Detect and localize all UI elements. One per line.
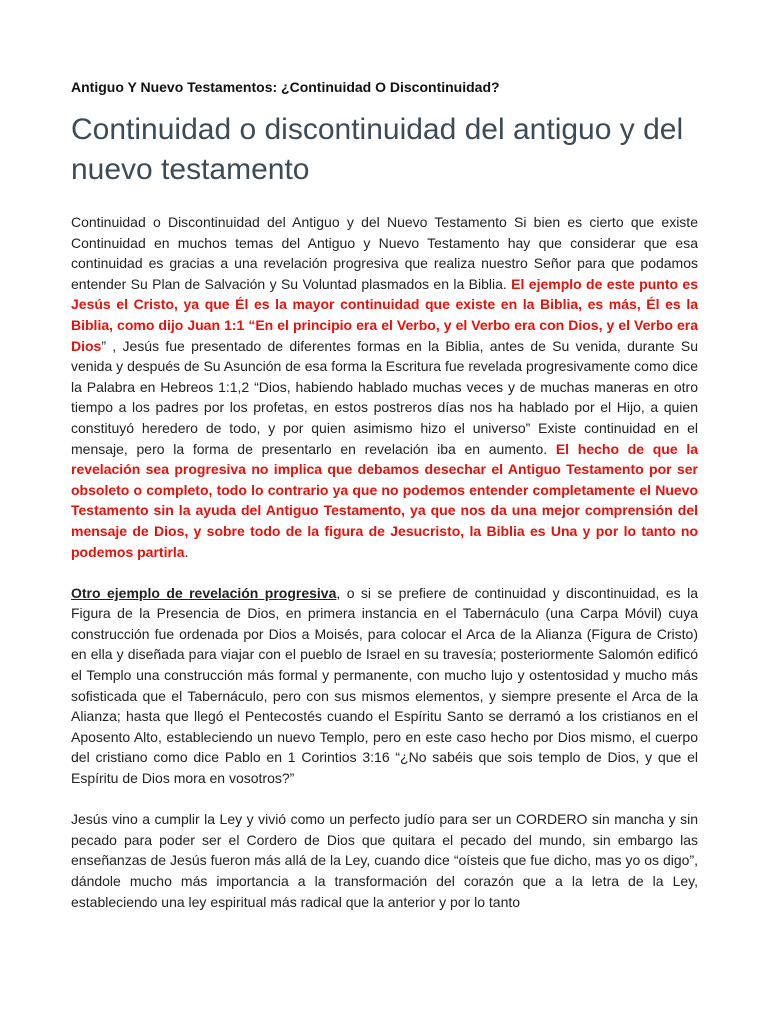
paragraph-2-text: , o si se prefiere de continuidad y discontinuidad, es la Figura de la Presencia de Dios, en primera instancia en el Tabernáculo (una Carpa Móvil) cuya construcción fue ordenada por Dios a Moisés, para colocar el Arca de la Alianza (Figura de Cristo) en ella y diseñada para viajar con el pueblo de Israel en su travesía; posteriormente Salomón edificó el Templo una construcción más formal y permanente, con mucho lujo y ostentosidad y mucho más sofisticada que el Tabernáculo, pero con sus mismos elementos, y siempre presente el Arca de la Alianza; hasta que llegó el Pentecostés cuando el Espíritu Santo se derramó a los cristianos en el Aposento Alto, estableciendo un nuevo Templo, pero en este caso hecho por Dios mismo, el cuerpo del cristiano como dice Pablo en 1 Corintios 3:16 “¿No sabéis que sois templo de Dios, y que el Espíritu de Dios mora en vosotros?”: [71, 584, 698, 787]
paragraph-1-highlight-a: El ejemplo de este punto es Jesús el Cristo, ya que Él es la mayor continuidad que existe en la Biblia, es más, Él es la Biblia, como dijo Juan 1:1 “En el principio era el Verbo, y el Verbo era con Dios, y el Verbo era Dios: [71, 275, 698, 354]
paragraph-1-highlight-b: El hecho de que la revelación sea progresiva no implica que debamos desechar el Antiguo Testamento por ser obsoleto o completo, todo lo contrario ya que no podemos entender completamente el Nuevo Testamento sin la ayuda del Antiguo Testamento, ya que nos da una mejor comprensión del mensaje de Dios, y sobre todo de la figura de Jesucristo, la Biblia es Una y por lo tanto no podemos partirla: [71, 440, 698, 560]
paragraph-1-text-b: ” , Jesús fue presentado de diferentes formas en la Biblia, antes de Su venida, durante Su venida y después de Su Asunción de esa forma la Escritura fue revelada progresivamente como dice la Palabra en Hebreos 1:1,2 “Dios, habiendo hablado muchas veces y de muchas maneras en otro tiempo a los padres por los profetas, en estos postreros días nos ha hablado por el Hijo, a quien constituyó heredero de todo, y por quien asimismo hizo el universo” Existe continuidad en el mensaje, pero la forma de presentarlo en revelación iba en aumento.: [71, 337, 698, 457]
paragraph-1-text-c: .: [184, 543, 189, 560]
paragraph-1-text-a: Continuidad o Discontinuidad del Antiguo y del Nuevo Testamento Si bien es cierto que existe Continuidad en muchos temas del Antiguo y Nuevo Testamento hay que considerar que esa continuidad es gracias a una revelación progresiva que realiza nuestro Señor para que podamos entender Su Plan de Salvación y Su Voluntad plasmados en la Biblia.: [71, 214, 698, 292]
paragraph-2-lead: Otro ejemplo de revelación progresiva: [71, 584, 337, 601]
paragraph-continuidad: [71, 212, 698, 562]
paragraph-jesus-ley: Jesús vino a cumplir la Ley y vivió como un perfecto judío para ser un CORDERO sin mancha y sin pecado para poder ser el Cordero de Dios que quitara el pecado del mundo, sin embargo las enseñanzas de Jesús fueron más allá de la Ley, cuando dice “oísteis que fue dicho, mas yo os digo”, dándole mucho más importancia a la transformación del corazón que a la letra de la Ley, estableciendo una ley espiritual más radical que la anterior y por lo tanto: [71, 811, 698, 910]
paragraph-revelacion-progresiva: [71, 583, 698, 789]
document-small-heading: Antiguo Y Nuevo Testamentos: ¿Continuidad O Discontinuidad?: [71, 79, 500, 95]
document-title: Continuidad o discontinuidad del antiguo y del nuevo testamento: [71, 113, 684, 186]
